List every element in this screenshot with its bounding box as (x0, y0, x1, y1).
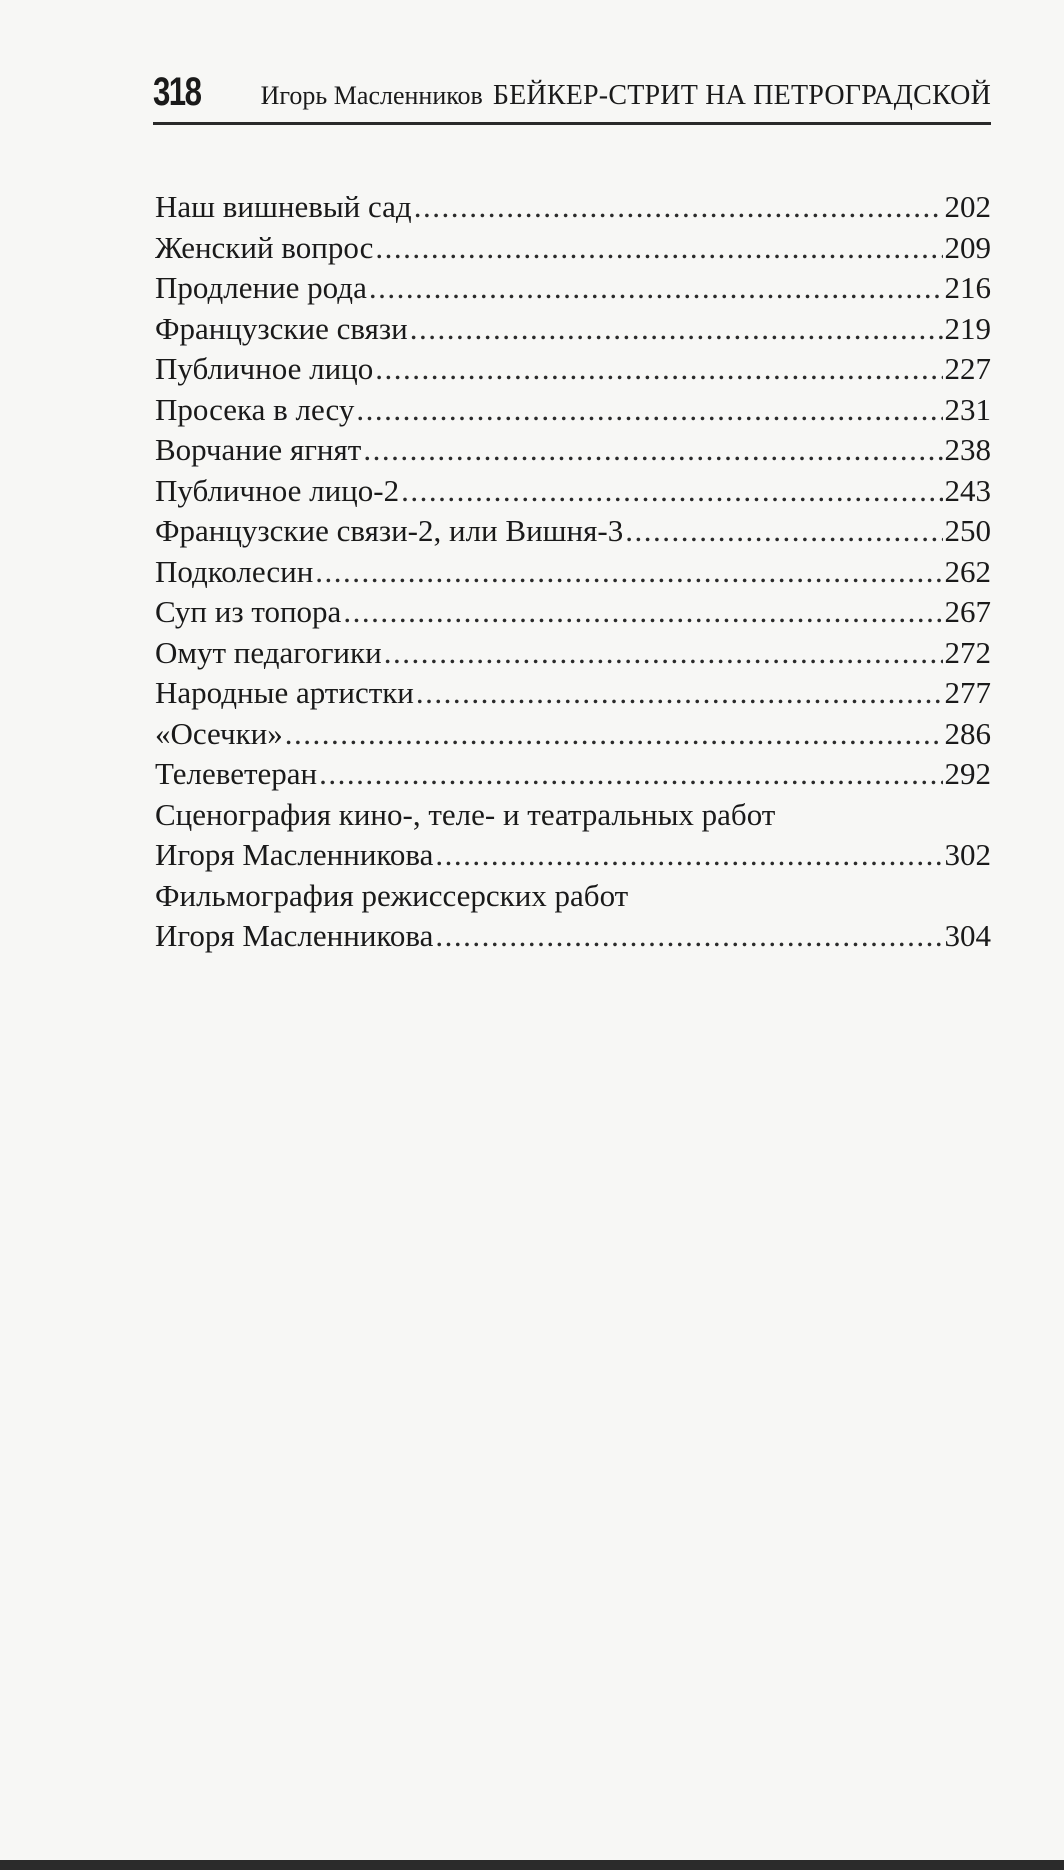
toc-entry (155, 754, 991, 795)
toc-entry-title: Наш вишневый сад (155, 189, 412, 224)
toc-entry-title: «Осечки» (155, 715, 283, 751)
toc-entry-title: Народные артистки (155, 675, 414, 710)
dot-leader (363, 430, 942, 471)
toc-entry (155, 471, 991, 512)
dot-leader (319, 754, 942, 795)
dot-leader (285, 714, 943, 755)
dot-leader (410, 309, 943, 350)
dot-leader (369, 268, 943, 309)
toc-entry (155, 552, 991, 593)
toc-entry-page: 231 (944, 391, 991, 427)
toc-entry-page: 250 (944, 513, 991, 548)
running-header (153, 62, 991, 125)
toc-entry (155, 390, 991, 431)
dot-leader (315, 552, 942, 593)
dot-leader (414, 187, 943, 228)
toc-entry-multiline (155, 876, 991, 957)
running-head (261, 76, 991, 116)
toc-entry (155, 633, 991, 674)
dot-leader (416, 673, 943, 714)
toc-entry-title: Французские связи (155, 310, 408, 346)
toc-entry-page: 277 (944, 675, 991, 710)
toc-entry-title: Женский вопрос (155, 229, 374, 265)
toc-entry (155, 592, 991, 633)
dot-leader (625, 511, 942, 552)
toc-entry-page: 267 (944, 594, 991, 629)
toc-entry-title: Публичное лицо-2 (155, 472, 400, 508)
dot-leader (343, 592, 942, 633)
toc-entry-page: 227 (944, 351, 991, 386)
toc-entry-title-line1: Фильмография режиссерских работ (155, 877, 629, 913)
toc-entry (155, 309, 991, 350)
toc-entry (155, 228, 991, 269)
toc-entry (155, 430, 991, 471)
toc-entry-title: Просека в лесу (155, 391, 355, 427)
toc-entry-page: 238 (944, 432, 991, 467)
toc-entry-title: Омут педагогики (155, 634, 382, 670)
toc-entry-page: 219 (944, 310, 991, 346)
toc-entry (155, 268, 991, 309)
toc-entry-page: 304 (944, 918, 991, 953)
dot-leader (384, 633, 943, 674)
dot-leader (375, 349, 942, 390)
toc-entry-title-line1: Сценография кино-, теле- и театральных работ (155, 796, 776, 832)
toc-entry-title: Ворчание ягнят (155, 432, 362, 467)
toc-entry-title: Телеветеран (155, 756, 318, 791)
dot-leader (435, 835, 942, 876)
dot-leader (435, 916, 942, 957)
toc-entry-page: 262 (944, 553, 991, 589)
toc-entry-multiline (155, 795, 991, 876)
toc-entry-page: 202 (944, 189, 991, 224)
toc-entry-page: 272 (944, 634, 991, 670)
toc-entry-title: Французские связи-2, или Вишня-3 (155, 513, 624, 548)
toc-entry-page: 292 (944, 756, 991, 791)
toc-entry (155, 673, 991, 714)
toc-entry-title-line2: Игоря Масленникова (155, 837, 434, 872)
toc-entry-title: Публичное лицо (155, 351, 374, 386)
toc-entry (155, 349, 991, 390)
toc-entry-title: Суп из топора (155, 594, 342, 629)
scan-bottom-edge (0, 1860, 1064, 1870)
toc-entry (155, 187, 991, 228)
dot-leader (356, 390, 942, 431)
toc-entry-page: 216 (944, 270, 991, 305)
toc-entry-page: 302 (944, 837, 991, 872)
toc-entry-title: Продление рода (155, 270, 367, 305)
dot-leader (375, 228, 942, 269)
toc-entry-title: Подколесин (155, 553, 314, 589)
running-head-author: Игорь Масленников (260, 81, 483, 110)
toc-entry-title-line2: Игоря Масленникова (155, 918, 434, 953)
page-number: 318 (153, 70, 201, 114)
table-of-contents (155, 187, 991, 957)
toc-entry (155, 714, 991, 755)
toc-entry (155, 511, 991, 552)
toc-entry-page: 243 (944, 472, 991, 508)
running-head-book-title: БЕЙКЕР-СТРИТ НА ПЕТРОГРАДСКОЙ (492, 80, 991, 111)
toc-entry-page: 286 (944, 715, 991, 751)
toc-entry-page: 209 (944, 229, 991, 265)
dot-leader (401, 471, 942, 512)
